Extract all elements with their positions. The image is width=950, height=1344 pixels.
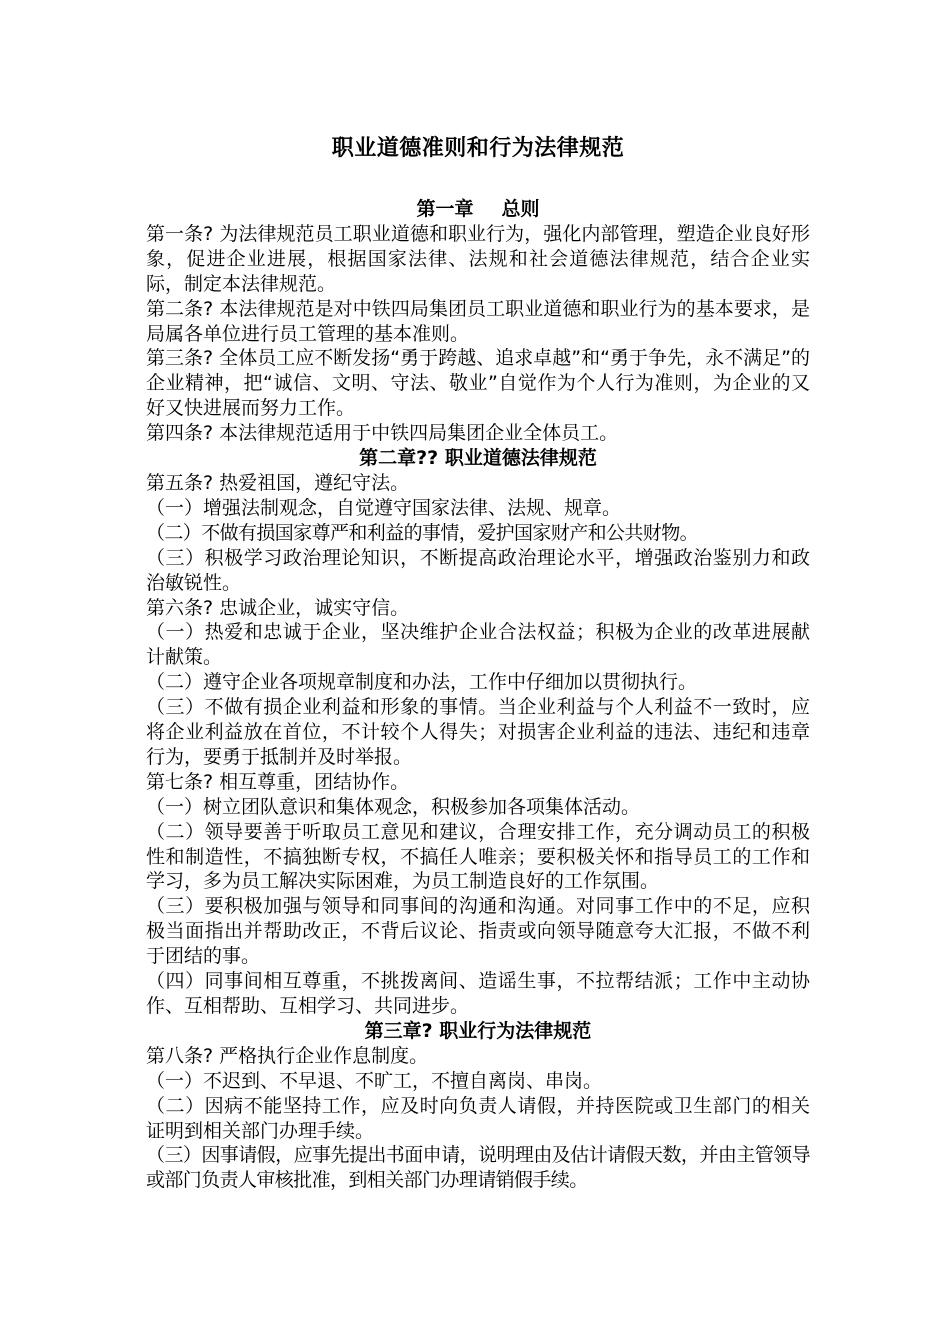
article-3: 第三条? 全体员工应不断发扬“勇于跨越、追求卓越”和“勇于争先，永不满足”的企业精神，把“诚信、文明、守法、敬业”自觉作为个人行为准则，为企业的又好又快进展而努力工作。 xyxy=(146,347,810,420)
article-5-item-1: （一）增强法制观念，自觉遵守国家法律、法规、规章。 xyxy=(146,496,622,519)
article-4: 第四条? 本法律规范适用于中铁四局集团企业全体员工。 xyxy=(146,422,619,445)
chapter-1-heading xyxy=(146,197,810,222)
article-7: 第七条? 相互尊重，团结协作。 xyxy=(146,770,410,793)
chapter-1-label: 第一章 xyxy=(416,198,474,220)
article-6: 第六条? 忠诚企业，诚实守信。 xyxy=(146,596,410,619)
chapter-2-heading: 第二章?? 职业道德法律规范 xyxy=(359,447,597,470)
article-5-item-3: （三）积极学习政治理论知识，不断提高政治理论水平，增强政治鉴别力和政治敏锐性。 xyxy=(146,546,810,594)
article-7-item-4: （四）同事间相互尊重，不挑拨离间、造谣生事，不拉帮结派；工作中主动协作、互相帮助、互相学习、共同进步。 xyxy=(146,970,810,1017)
article-6-item-1: （一）热爱和忠诚于企业，坚决维护企业合法权益；积极为企业的改革进展献计献策。 xyxy=(146,621,810,669)
article-8-item-2: （二）因病不能坚持工作，应及时向负责人请假，并持医院或卫生部门的相关证明到相关部门办理手续。 xyxy=(146,1094,810,1142)
article-8: 第八条? 严格执行企业作息制度。 xyxy=(146,1044,429,1067)
article-7-item-3: （三）要积极加强与领导和同事间的沟通和沟通。对同事工作中的不足，应积极当面指出并帮助改正，不背后议论、指责或向领导随意夸大汇报，不做不利于团结的事。 xyxy=(146,895,810,968)
article-5: 第五条? 热爱祖国，遵纪守法。 xyxy=(146,471,410,494)
chapter-1-name: 总则 xyxy=(501,198,540,220)
article-8-item-1: （一）不迟到、不早退、不旷工，不擅自离岗、串岗。 xyxy=(146,1069,603,1092)
article-6-item-3: （三）不做有损企业利益和形象的事情。当企业利益与个人利益不一致时，应将企业利益放在首位，不计较个人得失；对损害企业利益的违法、违纪和违章行为，要勇于抵制并及时举报。 xyxy=(146,696,810,768)
document-body xyxy=(146,197,810,1193)
article-7-item-2: （二）领导要善于听取员工意见和建议，合理安排工作，充分调动员工的积极性和制造性，不搞独断专权，不搞任人唯亲；要积极关怀和指导员工的工作和学习，多为员工解决实际困难，为员工制造良好的工作氛围。 xyxy=(146,820,810,893)
article-8-item-3: （三）因事请假，应事先提出书面申请，说明理由及估计请假天数，并由主管领导或部门负责人审核批准，到相关部门办理请销假手续。 xyxy=(146,1144,810,1192)
article-7-item-1: （一）树立团队意识和集体观念，积极参加各项集体活动。 xyxy=(146,795,641,818)
article-6-item-2: （二）遵守企业各项规章制度和办法，工作中仔细加以贯彻执行。 xyxy=(146,671,698,694)
article-1: 第一条? 为法律规范员工职业道德和职业行为，强化内部管理，塑造企业良好形象，促进企业进展，根据国家法律、法规和社会道德法律规范，结合企业实际，制定本法律规范。 xyxy=(146,222,810,295)
chapter-3-heading: 第三章? 职业行为法律规范 xyxy=(364,1019,592,1042)
article-2: 第二条? 本法律规范是对中铁四局集团员工职业道德和职业行为的基本要求，是局属各单位进行员工管理的基本准则。 xyxy=(146,297,810,345)
article-5-item-2: （二）不做有损国家尊严和利益的事情，爱护国家财产和公共财物。 xyxy=(146,521,699,544)
document-title: 职业道德准则和行为法律规范 xyxy=(331,136,625,161)
